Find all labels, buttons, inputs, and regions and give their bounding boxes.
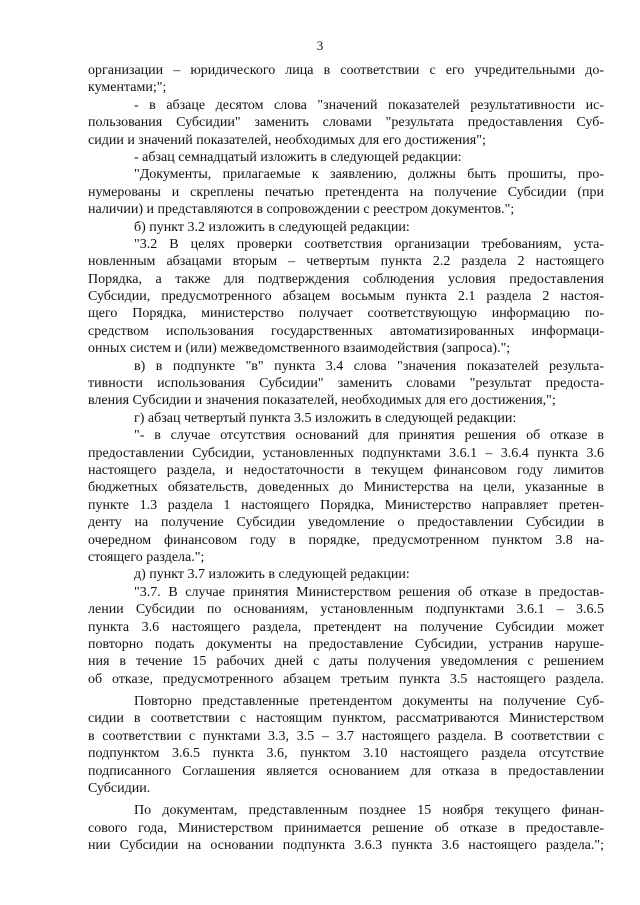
text-line: "- в случае отсутствия оснований для принятия решения об отказе в — [134, 428, 604, 444]
text-line: Субсидии. — [88, 781, 151, 797]
text-line: - в абзаце десятом слова "значений показателей результативности ис- — [134, 97, 604, 113]
text-line: сидии в соответствии с настоящим пунктом, рассматриваются Министерством — [88, 711, 604, 727]
text-line: б) пункт 3.2 изложить в следующей редакции: — [134, 219, 410, 235]
text-line: ния в течение 15 рабочих дней с даты получения уведомления с решением — [88, 654, 604, 670]
text-line: пункте 1.3 раздела 1 настоящего Порядка, Министерство направляет претен- — [88, 497, 604, 513]
text-line: очередном финансовом году в порядке, предусмотренном пунктом 3.8 на- — [88, 532, 604, 548]
text-line: в) в подпункте "в" пункта 3.4 слова "значения показателей результа- — [134, 358, 604, 374]
text-line: настоящего раздела, и недостаточности в текущем финансовом году лимитов — [88, 462, 604, 478]
text-line: предоставлении Субсидии, установленных подпунктами 3.6.1 – 3.6.4 пункта 3.6 — [88, 445, 604, 461]
text-line: бюджетных обязательств, доведенных до Министерства на цели, указанные в — [88, 480, 604, 496]
document-body — [88, 62, 604, 855]
text-line: пункта 3.6 настоящего раздела, претендент на получение Субсидии может — [88, 619, 604, 635]
text-line: лении Субсидии по основаниям, установленным подпунктами 3.6.1 – 3.6.5 — [88, 602, 604, 618]
text-line: Повторно представленные претендентом документы на получение Суб- — [134, 694, 604, 710]
text-line: нумерованы и скреплены печатью претендента на получение Субсидии (при — [88, 184, 604, 200]
text-line: наличии) и представляются в сопровождении с реестром документов."; — [88, 202, 515, 218]
text-line: По документам, представленным позднее 15 ноября текущего финан- — [134, 803, 604, 819]
text-line: "Документы, прилагаемые к заявлению, должны быть прошиты, про- — [134, 167, 604, 183]
text-line: средством использования государственных автоматизированных информаци- — [88, 323, 604, 339]
text-line: вления Субсидии и значения показателей, необходимых для его достижения,"; — [88, 393, 556, 409]
text-line: г) абзац четвертый пункта 3.5 изложить в следующей редакции: — [134, 410, 517, 426]
text-line: д) пункт 3.7 изложить в следующей редакции: — [134, 567, 410, 583]
text-line: сового года, Министерством принимается решение об отказе в предоставле- — [88, 820, 604, 836]
text-line: "3.2 В целях проверки соответствия организации требованиям, уста- — [134, 236, 604, 252]
text-line: подписанного Соглашения является основанием для отказа в предоставлении — [88, 763, 604, 779]
text-line: Субсидии, предусмотренного абзацем восьмым пункта 2.1 раздела 2 настоя- — [88, 289, 604, 305]
text-line: нии Субсидии на основании подпункта 3.6.3 пункта 3.6 настоящего раздела."; — [88, 838, 604, 854]
text-line: об отказе, предусмотренного абзацем третьим пункта 3.5 настоящего раздела. — [88, 671, 604, 687]
text-line: тивности использования Субсидии" заменить словами "результат предоста- — [88, 376, 604, 392]
text-line: повторно подать документы на предоставление Субсидии, устранив наруше- — [88, 636, 604, 652]
text-line: - абзац семнадцатый изложить в следующей редакции: — [134, 149, 462, 165]
text-line: подпунктом 3.6.5 пункта 3.6, пунктом 3.10 настоящего раздела отсутствие — [88, 746, 604, 762]
text-line: щего Порядка, министерство получает соответствующую информацию по- — [88, 306, 604, 322]
text-line: Порядка, а также для подтверждения соблюдения условия предоставления — [88, 271, 604, 287]
text-line: новленным абзацами вторым – четвертым пункта 2.2 раздела 2 настоящего — [88, 254, 604, 270]
text-line: пользования Субсидии" заменить словами "результата предоставления Суб- — [88, 115, 604, 131]
text-line: сидии и значений показателей, необходимых для его достижения"; — [88, 132, 486, 148]
text-line: "3.7. В случае принятия Министерством решения об отказе в предостав- — [134, 584, 604, 600]
text-line: организации – юридического лица в соответствии с его учредительными до- — [88, 63, 604, 78]
page-number: 3 — [316, 38, 324, 53]
text-line: кументами;"; — [88, 80, 167, 96]
text-line: онных систем и (или) межведомственного взаимодействия (запроса)."; — [88, 341, 511, 357]
text-line: в соответствии с пунктами 3.3, 3.5 – 3.7 настоящего раздела. В соответствии с — [88, 728, 604, 744]
text-line: денту на получение Субсидии уведомление о предоставлении Субсидии в — [88, 515, 604, 531]
text-line: стоящего раздела."; — [88, 549, 205, 565]
